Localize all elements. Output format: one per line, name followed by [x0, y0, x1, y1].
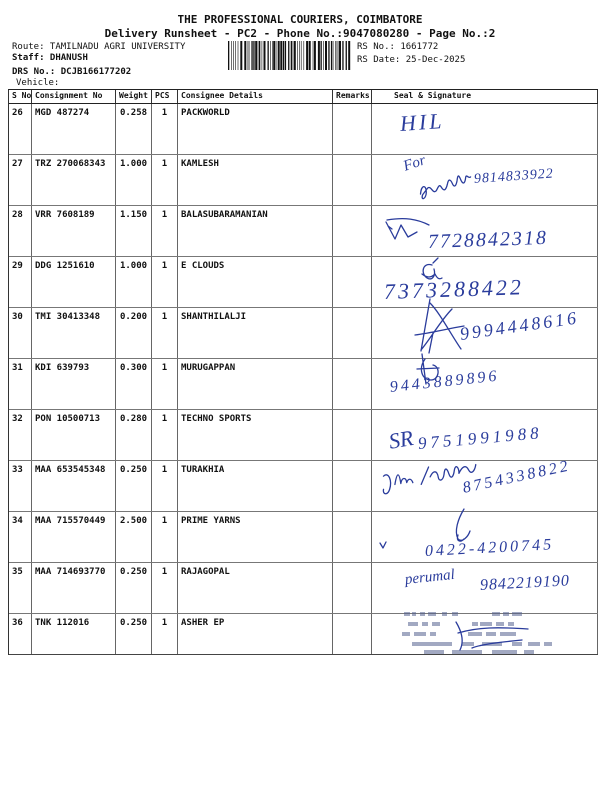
- cell-weight: 1.000: [116, 155, 152, 205]
- cell-pcs: 1: [152, 257, 178, 307]
- cell-pcs: 1: [152, 155, 178, 205]
- cell-consignment-no: PON 10500713: [32, 410, 116, 460]
- column-header-seal-signature: Seal & Signature: [372, 90, 598, 103]
- column-header-pcs: PCS: [152, 90, 178, 103]
- cell-pcs: 1: [152, 206, 178, 256]
- cell-remarks: [333, 563, 372, 613]
- cell-consignee-details: TURAKHIA: [178, 461, 333, 511]
- runsheet-title: Delivery Runsheet - PC2 - Phone No.:9047080280 - Page No.:2: [104, 27, 496, 40]
- cell-weight: 0.250: [116, 563, 152, 613]
- cell-s-no: 34: [9, 512, 32, 562]
- cell-pcs: 1: [152, 410, 178, 460]
- cell-weight: 0.250: [116, 614, 152, 654]
- cell-pcs: 1: [152, 104, 178, 154]
- column-header-s-no: S No: [9, 90, 32, 103]
- cell-consignee-details: PACKWORLD: [178, 104, 333, 154]
- drs-number-field: DRS No.: DCJB166177202: [12, 67, 132, 77]
- handwritten-phone-row-34: 0422-4200745: [424, 536, 555, 560]
- route-field: Route: TAMILNADU AGRI UNIVERSITY: [12, 42, 186, 52]
- handwritten-phone-row-32: 9751991988: [417, 423, 544, 453]
- cell-pcs: 1: [152, 359, 178, 409]
- cell-consignment-no: MGD 487274: [32, 104, 116, 154]
- cell-pcs: 1: [152, 512, 178, 562]
- cell-remarks: [333, 206, 372, 256]
- rs-number-field: RS No.: 1661772: [357, 42, 439, 52]
- cell-s-no: 28: [9, 206, 32, 256]
- handwritten-phone-row-27: 9814833922: [473, 166, 555, 187]
- cell-consignee-details: PRIME YARNS: [178, 512, 333, 562]
- column-header-consignee-details: Consignee Details: [178, 90, 333, 103]
- cell-consignee-details: RAJAGOPAL: [178, 563, 333, 613]
- cell-consignment-no: TMI 30413348: [32, 308, 116, 358]
- cell-weight: 0.250: [116, 461, 152, 511]
- cell-seal-signature: [372, 614, 598, 654]
- cell-consignment-no: KDI 639793: [32, 359, 116, 409]
- cell-consignee-details: KAMLESH: [178, 155, 333, 205]
- handwritten-phone-row-29: 7373288422: [383, 274, 525, 304]
- cell-remarks: [333, 155, 372, 205]
- cell-s-no: 27: [9, 155, 32, 205]
- rs-date-field: RS Date: 25-Dec-2025: [357, 55, 466, 65]
- cell-pcs: 1: [152, 308, 178, 358]
- cell-s-no: 32: [9, 410, 32, 460]
- cell-consignment-no: TNK 112016: [32, 614, 116, 654]
- column-header-consignment-no: Consignment No: [32, 90, 116, 103]
- staff-field: Staff: DHANUSH: [12, 53, 88, 63]
- cell-s-no: 30: [9, 308, 32, 358]
- cell-s-no: 36: [9, 614, 32, 654]
- cell-weight: 0.280: [116, 410, 152, 460]
- handwritten-for-row-27: For: [401, 152, 428, 175]
- table-row: [9, 104, 598, 155]
- vehicle-field: Vehicle:: [16, 78, 60, 88]
- cell-s-no: 33: [9, 461, 32, 511]
- cell-weight: 1.150: [116, 206, 152, 256]
- cell-s-no: 31: [9, 359, 32, 409]
- table-row: [9, 359, 598, 410]
- table-row: [9, 614, 598, 655]
- cell-consignment-no: TRZ 270068343: [32, 155, 116, 205]
- handwritten-name-row-35: perumal: [404, 566, 456, 588]
- cell-consignee-details: ASHER EP: [178, 614, 333, 654]
- cell-remarks: [333, 614, 372, 654]
- cell-s-no: 35: [9, 563, 32, 613]
- handwritten-initials-row-32: SR: [386, 424, 416, 454]
- cell-remarks: [333, 359, 372, 409]
- cell-consignment-no: MAA 653545348: [32, 461, 116, 511]
- handwritten-phone-row-28: 7728842318: [427, 226, 549, 253]
- cell-consignment-no: MAA 714693770: [32, 563, 116, 613]
- cell-consignment-no: MAA 715570449: [32, 512, 116, 562]
- cell-pcs: 1: [152, 563, 178, 613]
- table-header-row: [9, 90, 598, 104]
- cell-weight: 1.000: [116, 257, 152, 307]
- cell-pcs: 1: [152, 614, 178, 654]
- cell-consignee-details: E CLOUDS: [178, 257, 333, 307]
- column-header-weight: Weight: [116, 90, 152, 103]
- handwritten-phone-row-31: 9443889896: [389, 367, 501, 396]
- cell-remarks: [333, 308, 372, 358]
- cell-remarks: [333, 257, 372, 307]
- cell-consignee-details: MURUGAPPAN: [178, 359, 333, 409]
- cell-consignee-details: BALASUBARAMANIAN: [178, 206, 333, 256]
- handwritten-phone-row-35: 9842219190: [479, 572, 571, 594]
- cell-weight: 0.300: [116, 359, 152, 409]
- cell-remarks: [333, 461, 372, 511]
- cell-consignee-details: SHANTHILALJI: [178, 308, 333, 358]
- barcode: [228, 41, 352, 70]
- cell-s-no: 29: [9, 257, 32, 307]
- cell-consignment-no: DDG 1251610: [32, 257, 116, 307]
- column-header-remarks: Remarks: [333, 90, 372, 103]
- handwritten-phone-row-30: 9994448616: [458, 307, 581, 344]
- company-name: THE PROFESSIONAL COURIERS, COIMBATORE: [177, 13, 423, 26]
- cell-pcs: 1: [152, 461, 178, 511]
- cell-weight: 2.500: [116, 512, 152, 562]
- cell-s-no: 26: [9, 104, 32, 154]
- cell-consignee-details: TECHNO SPORTS: [178, 410, 333, 460]
- cell-weight: 0.200: [116, 308, 152, 358]
- cell-remarks: [333, 104, 372, 154]
- handwritten-note-row-26: HIL: [399, 107, 446, 136]
- cell-remarks: [333, 512, 372, 562]
- cell-remarks: [333, 410, 372, 460]
- handwritten-phone-row-33: 8754338822: [461, 457, 573, 497]
- cell-consignment-no: VRR 7608189: [32, 206, 116, 256]
- cell-weight: 0.258: [116, 104, 152, 154]
